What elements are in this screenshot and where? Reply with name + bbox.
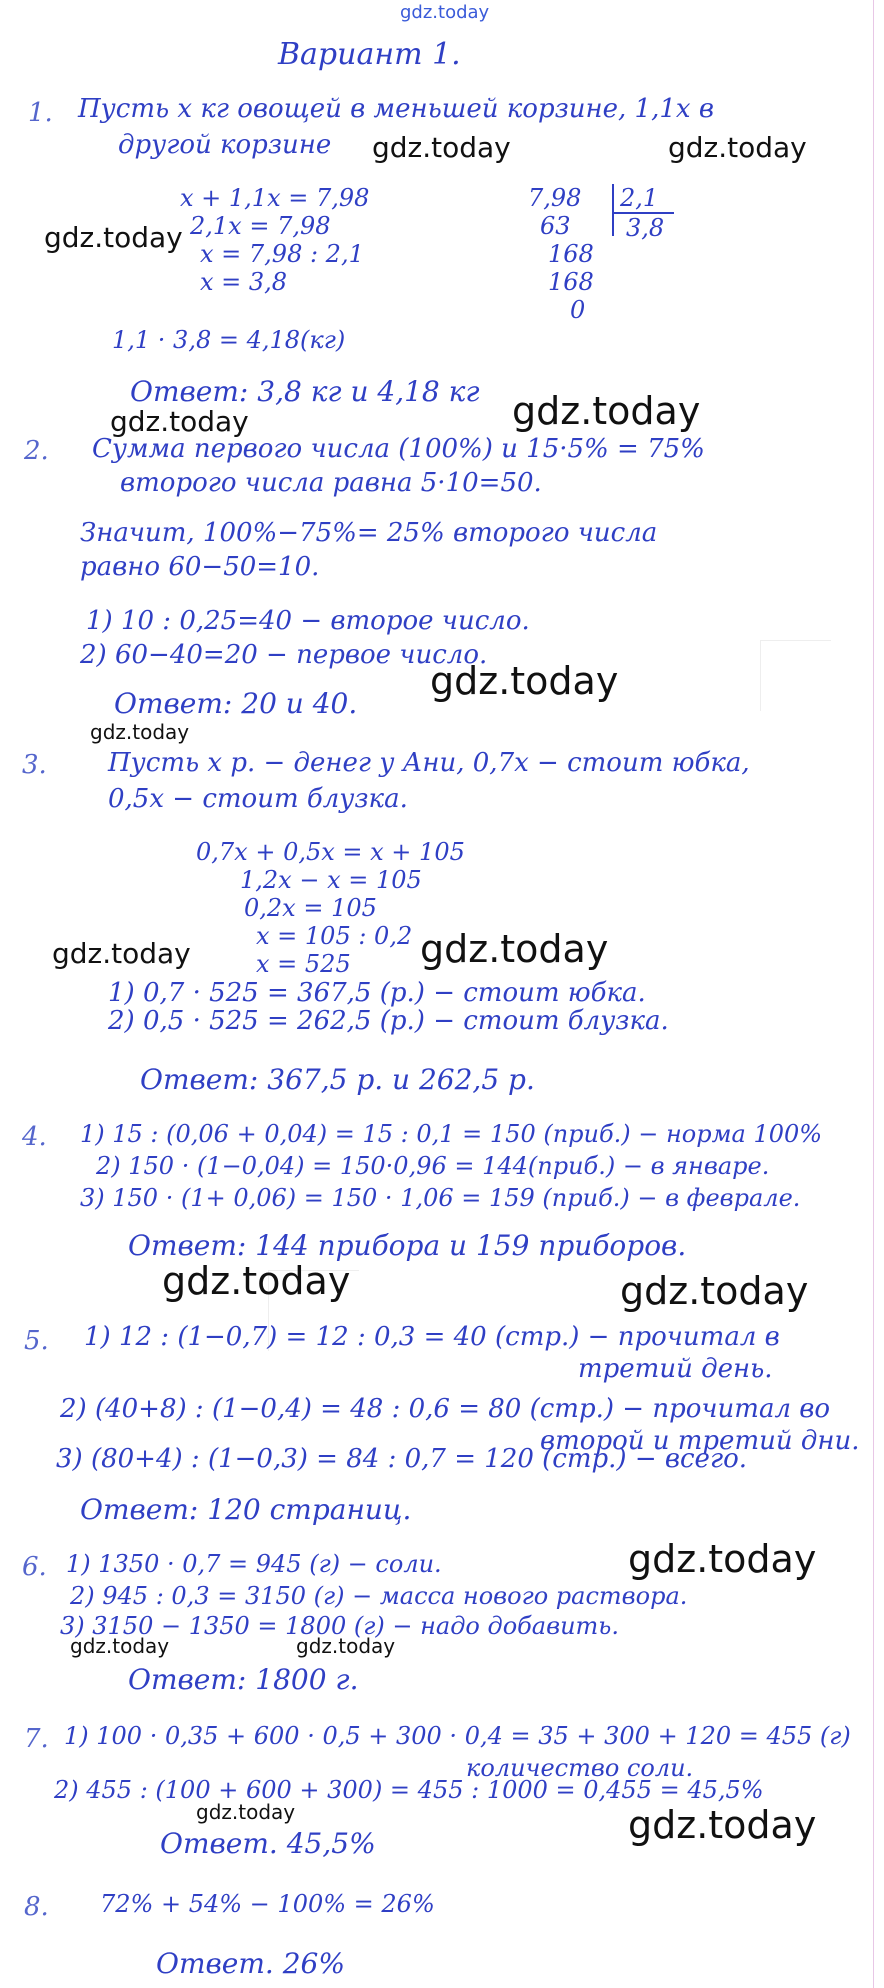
problem-7-answer: Ответ. 45,5% (160, 1827, 376, 1860)
problem-3-equation: 0,7x + 0,5x = x + 105 (196, 838, 465, 866)
problem-3-step: 2) 0,5 · 525 = 262,5 (р.) − стоит блузка. (108, 1006, 669, 1036)
problem-5-answer: Ответ: 120 страниц. (80, 1493, 412, 1526)
watermark: gdz.today (420, 927, 609, 971)
problem-7-step: 2) 455 : (100 + 600 + 300) = 455 : 1000 = 0,455 = 45,5% (54, 1776, 764, 1804)
watermark: gdz.today (90, 720, 190, 744)
problem-3-answer: Ответ: 367,5 р. и 262,5 р. (140, 1063, 535, 1096)
division-quotient: 3,8 (626, 214, 665, 242)
problem-2-line: Значит, 100%−75%= 25% второго числа (80, 518, 658, 548)
division-step: 168 (548, 240, 594, 268)
watermark: gdz.today (162, 1259, 351, 1303)
problem-5-step: 3) (80+4) : (1−0,3) = 84 : 0,7 = 120 (стр.) − всего. (56, 1444, 748, 1474)
problem-3-equation: 0,2x = 105 (244, 894, 377, 922)
problem-2-line: равно 60−50=10. (80, 552, 320, 582)
watermark: gdz.today (44, 221, 183, 254)
watermark: gdz.today (620, 1269, 809, 1313)
division-dividend: 7,98 (528, 184, 582, 212)
problem-7-number: 7. (24, 1724, 49, 1754)
problem-3-number: 3. (22, 750, 47, 780)
problem-6-number: 6. (22, 1552, 47, 1582)
problem-1-equation: x + 1,1x = 7,98 (180, 184, 370, 212)
problem-7-step: 1) 100 · 0,35 + 600 · 0,5 + 300 · 0,4 = 35 + 300 + 120 = 455 (г) (64, 1722, 851, 1750)
problem-1-equation: x = 7,98 : 2,1 (200, 240, 364, 268)
problem-3-step: 1) 0,7 · 525 = 367,5 (р.) − стоит юбка. (108, 978, 646, 1008)
problem-3-equation: 1,2x − x = 105 (240, 866, 422, 894)
problem-1-answer: Ответ: 3,8 кг и 4,18 кг (130, 375, 480, 408)
watermark: gdz.today (196, 1800, 296, 1824)
problem-1-equation: x = 3,8 (200, 268, 288, 296)
division-step: 0 (570, 296, 586, 324)
problem-2-line: Сумма первого числа (100%) и 15·5% = 75% (92, 434, 705, 464)
problem-6-step: 2) 945 : 0,3 = 3150 (г) − масса нового раствора. (70, 1582, 688, 1610)
problem-1-number: 1. (28, 98, 53, 128)
problem-2-step: 2) 60−40=20 − первое число. (80, 640, 488, 670)
problem-1-line: Пусть x кг овощей в меньшей корзине, 1,1x в (78, 94, 714, 124)
problem-1-equation: 2,1x = 7,98 (190, 212, 331, 240)
division-bar (612, 184, 614, 236)
problem-5-step: 1) 12 : (1−0,7) = 12 : 0,3 = 40 (стр.) − прочитал в (84, 1322, 780, 1352)
watermark-top: gdz.today (400, 2, 490, 23)
watermark: gdz.today (110, 405, 249, 438)
problem-8-answer: Ответ. 26% (156, 1947, 345, 1980)
problem-3-equation: x = 105 : 0,2 (256, 922, 413, 950)
faint-grid (760, 640, 831, 711)
problem-4-answer: Ответ: 144 прибора и 159 приборов. (128, 1229, 687, 1262)
division-step: 168 (548, 268, 594, 296)
problem-5-step: 2) (40+8) : (1−0,4) = 48 : 0,6 = 80 (стр.) − прочитал во (60, 1394, 831, 1424)
problem-5-step: второй и третий дни. (540, 1426, 860, 1456)
problem-2-number: 2. (24, 436, 49, 466)
problem-2-step: 1) 10 : 0,25=40 − второе число. (86, 606, 530, 636)
problem-6-step: 3) 3150 − 1350 = 1800 (г) − надо добавить. (60, 1612, 619, 1640)
problem-4-step: 1) 15 : (0,06 + 0,04) = 15 : 0,1 = 150 (приб.) − норма 100% (80, 1120, 823, 1148)
problem-5-number: 5. (24, 1326, 49, 1356)
watermark: gdz.today (512, 389, 701, 433)
watermark: gdz.today (296, 1634, 396, 1658)
problem-4-number: 4. (22, 1122, 47, 1152)
problem-3-line: 0,5x − стоит блузка. (108, 784, 408, 814)
division-step: 63 (540, 212, 571, 240)
problem-7-step: количество соли. (466, 1754, 694, 1782)
watermark: gdz.today (628, 1803, 817, 1847)
watermark: gdz.today (70, 1634, 170, 1658)
problem-2-answer: Ответ: 20 и 40. (114, 687, 358, 720)
watermark: gdz.today (628, 1537, 817, 1581)
problem-5-step: третий день. (578, 1354, 773, 1384)
problem-2-line: второго числа равна 5·10=50. (120, 468, 542, 498)
problem-4-step: 3) 150 · (1+ 0,06) = 150 · 1,06 = 159 (приб.) − в феврале. (80, 1184, 801, 1212)
page-title: Вариант 1. (278, 37, 461, 72)
problem-8-number: 8. (24, 1892, 49, 1922)
problem-8-step: 72% + 54% − 100% = 26% (100, 1890, 435, 1918)
problem-3-equation: x = 525 (256, 950, 351, 978)
margin-line (873, 0, 874, 1988)
watermark: gdz.today (52, 937, 191, 970)
problem-6-answer: Ответ: 1800 г. (128, 1663, 359, 1696)
problem-1-line: другой корзине (118, 130, 332, 160)
problem-6-step: 1) 1350 · 0,7 = 945 (г) − соли. (66, 1550, 442, 1578)
problem-1-extra: 1,1 · 3,8 = 4,18(кг) (112, 326, 346, 354)
watermark: gdz.today (668, 131, 807, 164)
watermark: gdz.today (372, 131, 511, 164)
watermark: gdz.today (430, 659, 619, 703)
problem-3-line: Пусть x р. − денег у Ани, 0,7x − стоит юбка, (108, 748, 750, 778)
division-divisor: 2,1 (620, 184, 659, 212)
problem-4-step: 2) 150 · (1−0,04) = 150·0,96 = 144(приб.) − в январе. (96, 1152, 770, 1180)
